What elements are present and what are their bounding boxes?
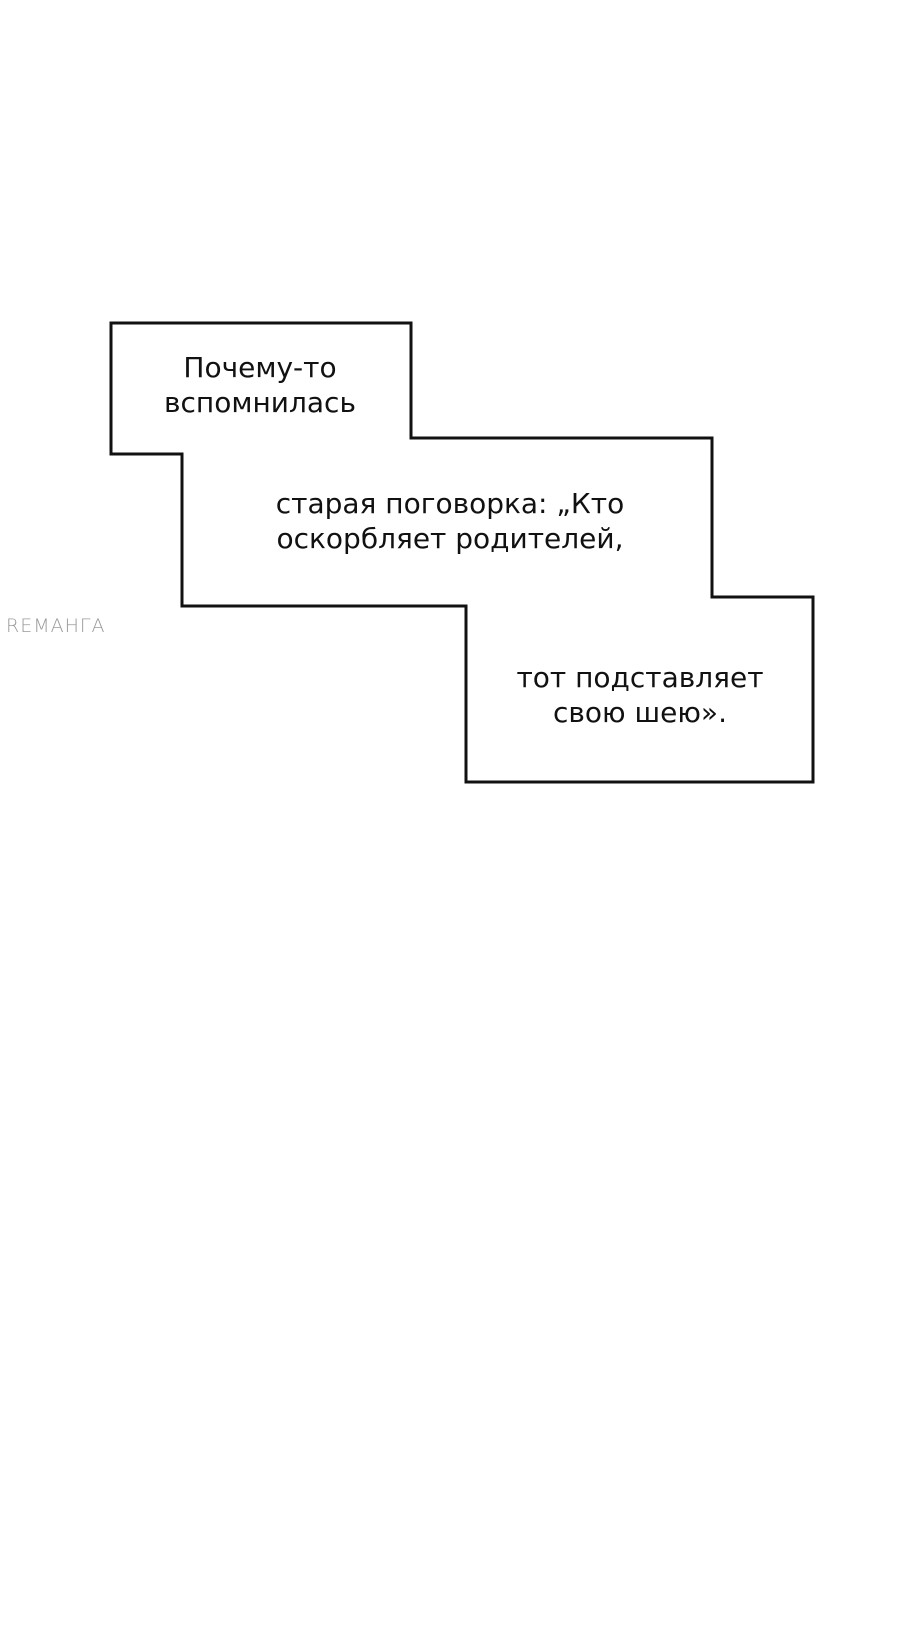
caption-2-line-1: старая поговорка: „Кто [275,487,625,520]
narration-caption-3 [505,660,775,730]
caption-1-line-1: Почему-то [183,351,337,384]
narration-caption-1 [140,350,380,420]
caption-1-line-2: вспомнилась [164,386,356,419]
caption-2-line-2: оскорбляет родителей, [276,522,624,555]
caption-3-line-2: свою шею». [553,696,727,729]
watermark-label: REМАНГА [6,615,106,637]
narration-caption-2 [260,486,640,556]
caption-3-line-1: тот подставляет [516,661,764,694]
